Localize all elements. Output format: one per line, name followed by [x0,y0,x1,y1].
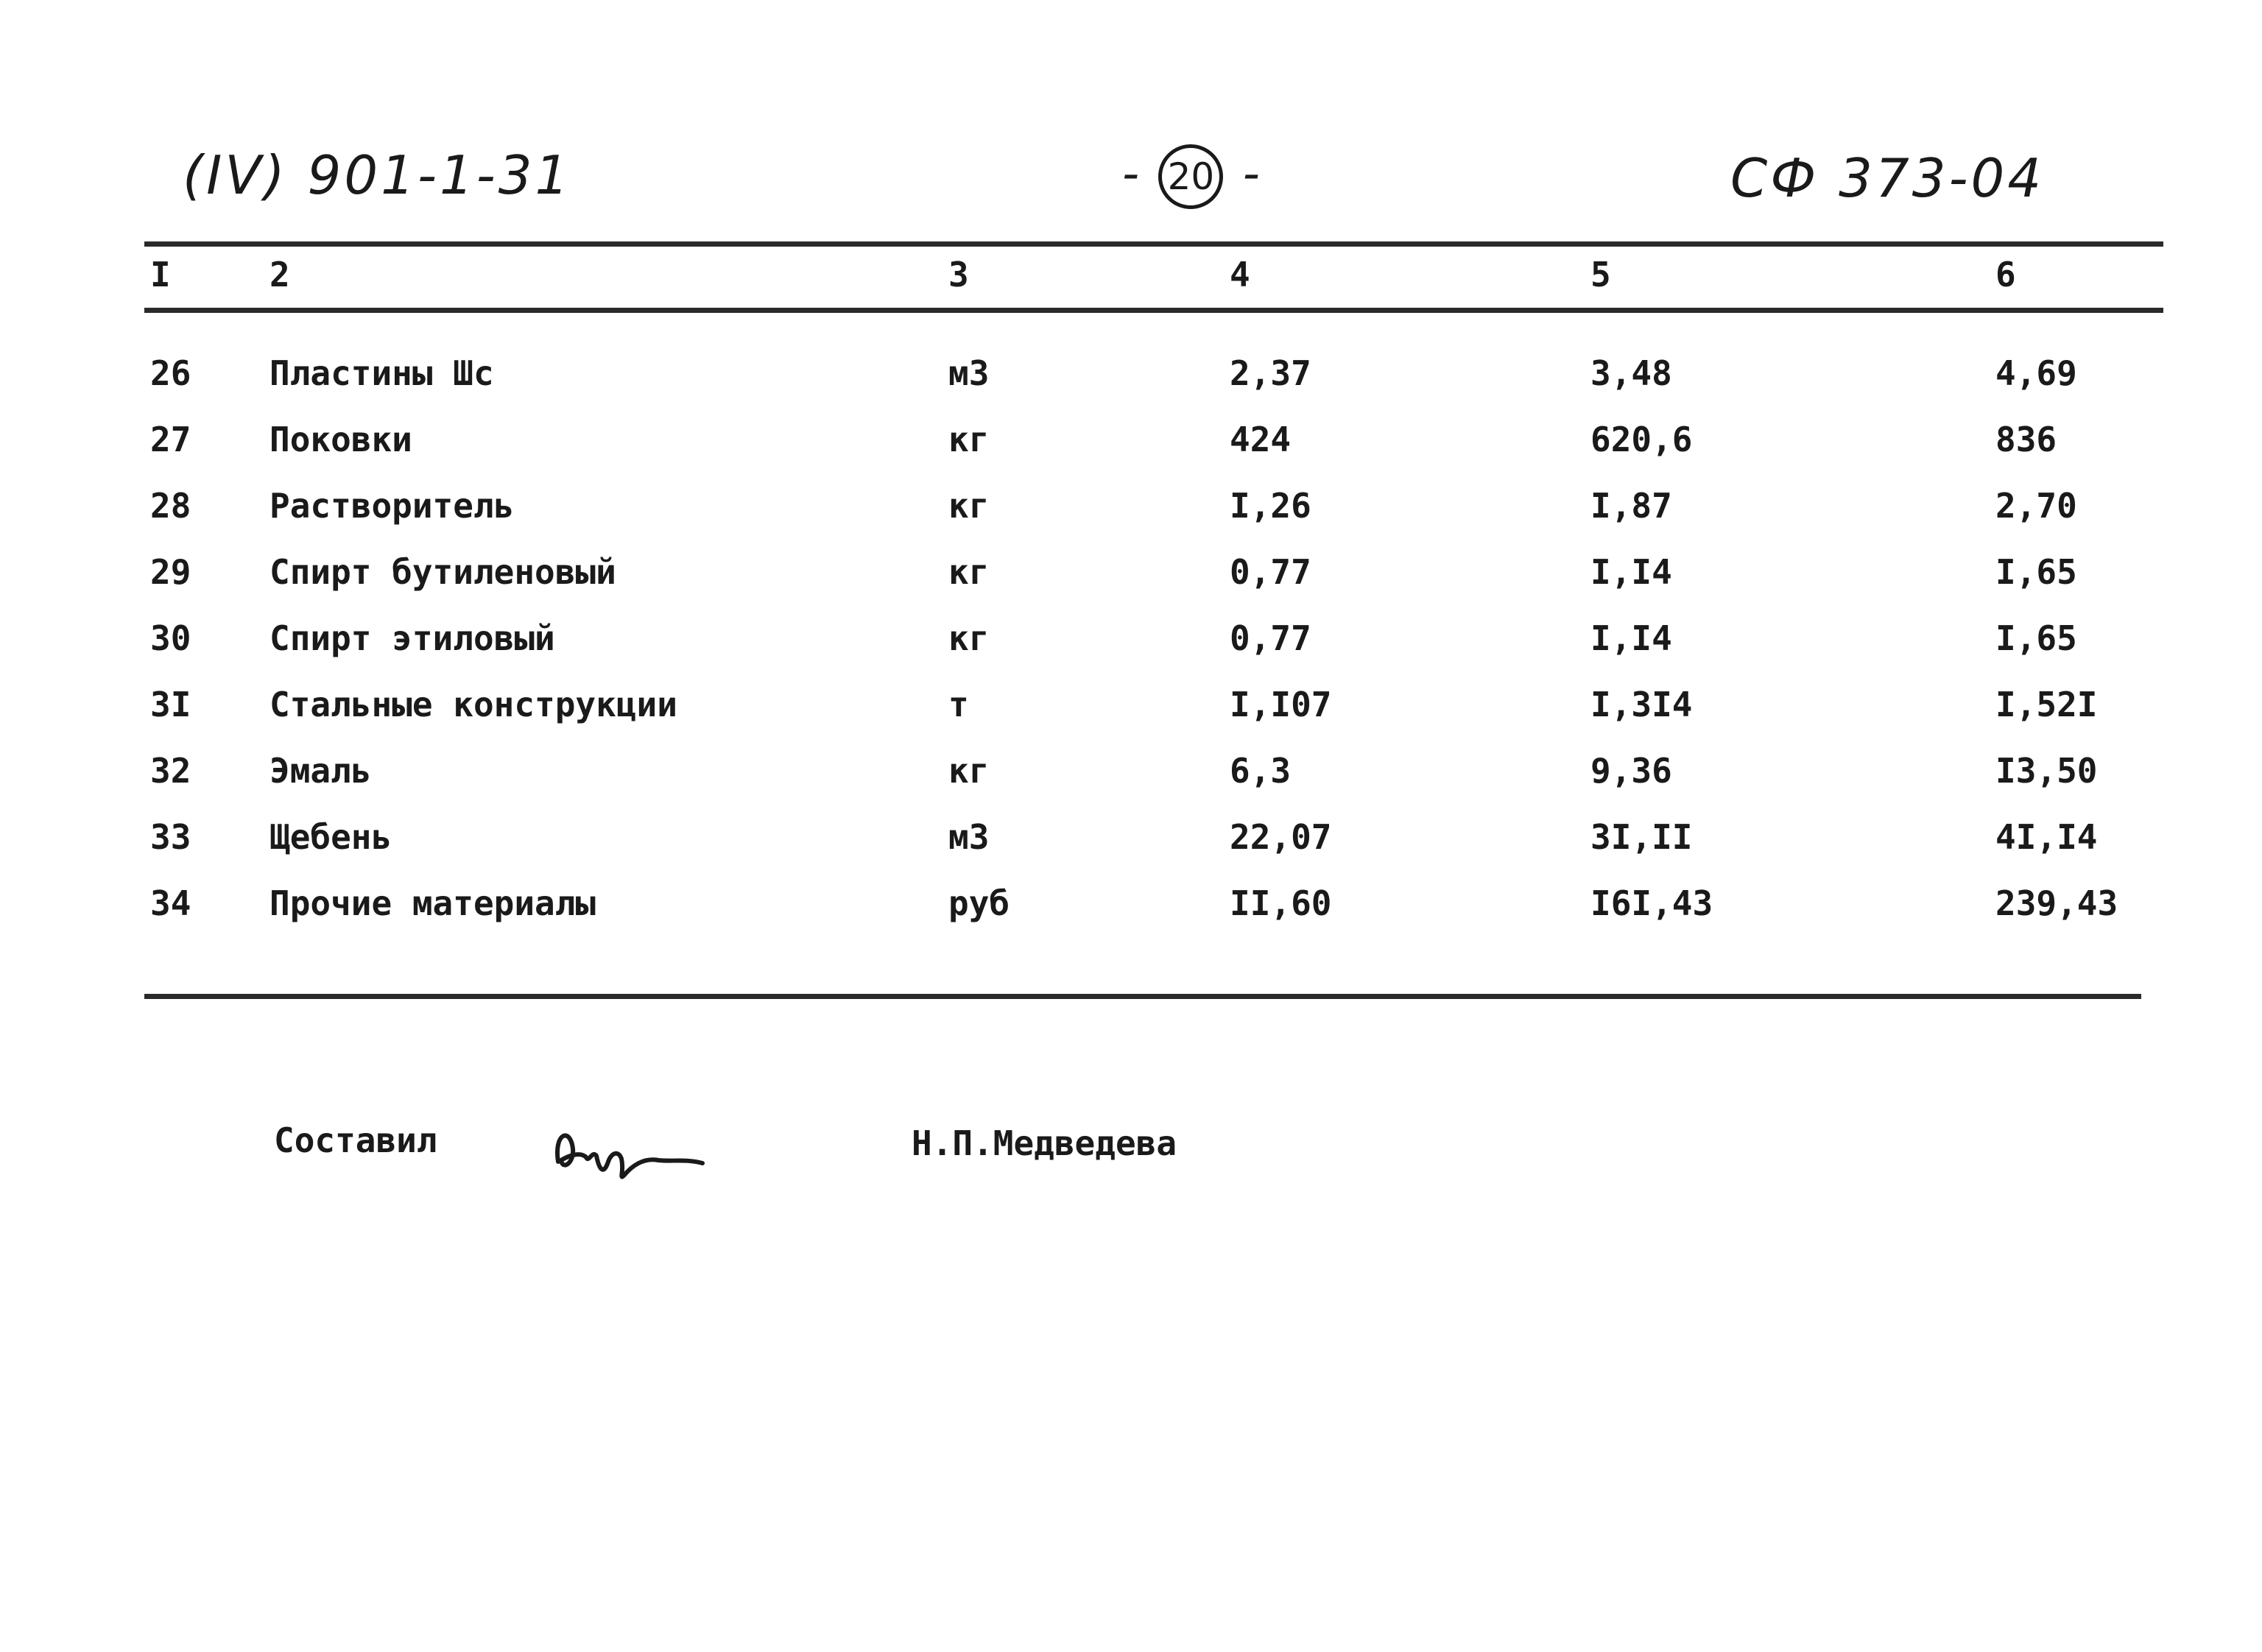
material-name: Спирт этиловый [269,618,555,658]
unit: руб [948,883,1010,923]
value-col-4: 424 [1230,420,1292,459]
value-col-4: I,26 [1230,486,1311,526]
unit: кг [948,420,990,459]
row-number: 34 [150,883,191,923]
value-col-6: 4,69 [1995,353,2077,393]
material-name: Спирт бутиленовый [269,552,616,592]
column-header: 4 [1230,255,1250,294]
value-col-4: II,60 [1230,883,1332,923]
material-name: Пластины Шс [269,353,494,393]
value-col-5: 620,6 [1590,420,1693,459]
table-header-rule [144,308,2163,313]
column-header: 3 [948,255,969,294]
series-code: СФ 373-04 [1730,147,2045,209]
value-col-4: 0,77 [1230,618,1311,658]
unit: кг [948,486,990,526]
value-col-5: I6I,43 [1590,883,1713,923]
row-number: 3I [150,685,191,724]
material-name: Эмаль [269,751,372,791]
table-top-rule [144,241,2163,247]
value-col-6: I,65 [1995,552,2077,592]
column-header: 2 [269,255,290,294]
author-name: Н.П.Медведева [912,1123,1177,1163]
page-number: - 20 - [1122,144,1260,209]
table-bottom-rule [144,994,2141,999]
unit: кг [948,751,990,791]
row-number: 30 [150,618,191,658]
value-col-4: 2,37 [1230,353,1311,393]
row-number: 26 [150,353,191,393]
value-col-5: I,I4 [1590,552,1672,592]
value-col-4: 6,3 [1230,751,1292,791]
column-header: 5 [1590,255,1611,294]
compiled-by-label: Составил [274,1120,437,1160]
material-name: Прочие материалы [269,883,596,923]
value-col-5: I,3I4 [1590,685,1693,724]
value-col-6: I,65 [1995,618,2077,658]
page-number-circled: 20 [1158,144,1223,209]
column-header: I [150,255,171,294]
value-col-5: 3,48 [1590,353,1672,393]
material-name: Поковки [269,420,412,459]
value-col-4: 22,07 [1230,817,1332,857]
unit: м3 [948,353,990,393]
unit: м3 [948,817,990,857]
unit: кг [948,552,990,592]
value-col-6: 4I,I4 [1995,817,2098,857]
value-col-6: I,52I [1995,685,2098,724]
material-name: Стальные конструкции [269,685,677,724]
unit: т [948,685,969,724]
value-col-4: 0,77 [1230,552,1311,592]
value-col-5: I,87 [1590,486,1672,526]
value-col-5: 3I,II [1590,817,1693,857]
value-col-6: 239,43 [1995,883,2118,923]
material-name: Щебень [269,817,392,857]
handwritten-signature [548,1104,710,1193]
row-number: 29 [150,552,191,592]
row-number: 27 [150,420,191,459]
row-number: 28 [150,486,191,526]
unit: кг [948,618,990,658]
value-col-6: 836 [1995,420,2057,459]
value-col-5: I,I4 [1590,618,1672,658]
document-code: (IV) 901-1-31 [183,144,572,206]
value-col-6: 2,70 [1995,486,2077,526]
value-col-5: 9,36 [1590,751,1672,791]
material-name: Растворитель [269,486,515,526]
value-col-6: I3,50 [1995,751,2098,791]
column-header: 6 [1995,255,2016,294]
row-number: 32 [150,751,191,791]
value-col-4: I,I07 [1230,685,1332,724]
row-number: 33 [150,817,191,857]
